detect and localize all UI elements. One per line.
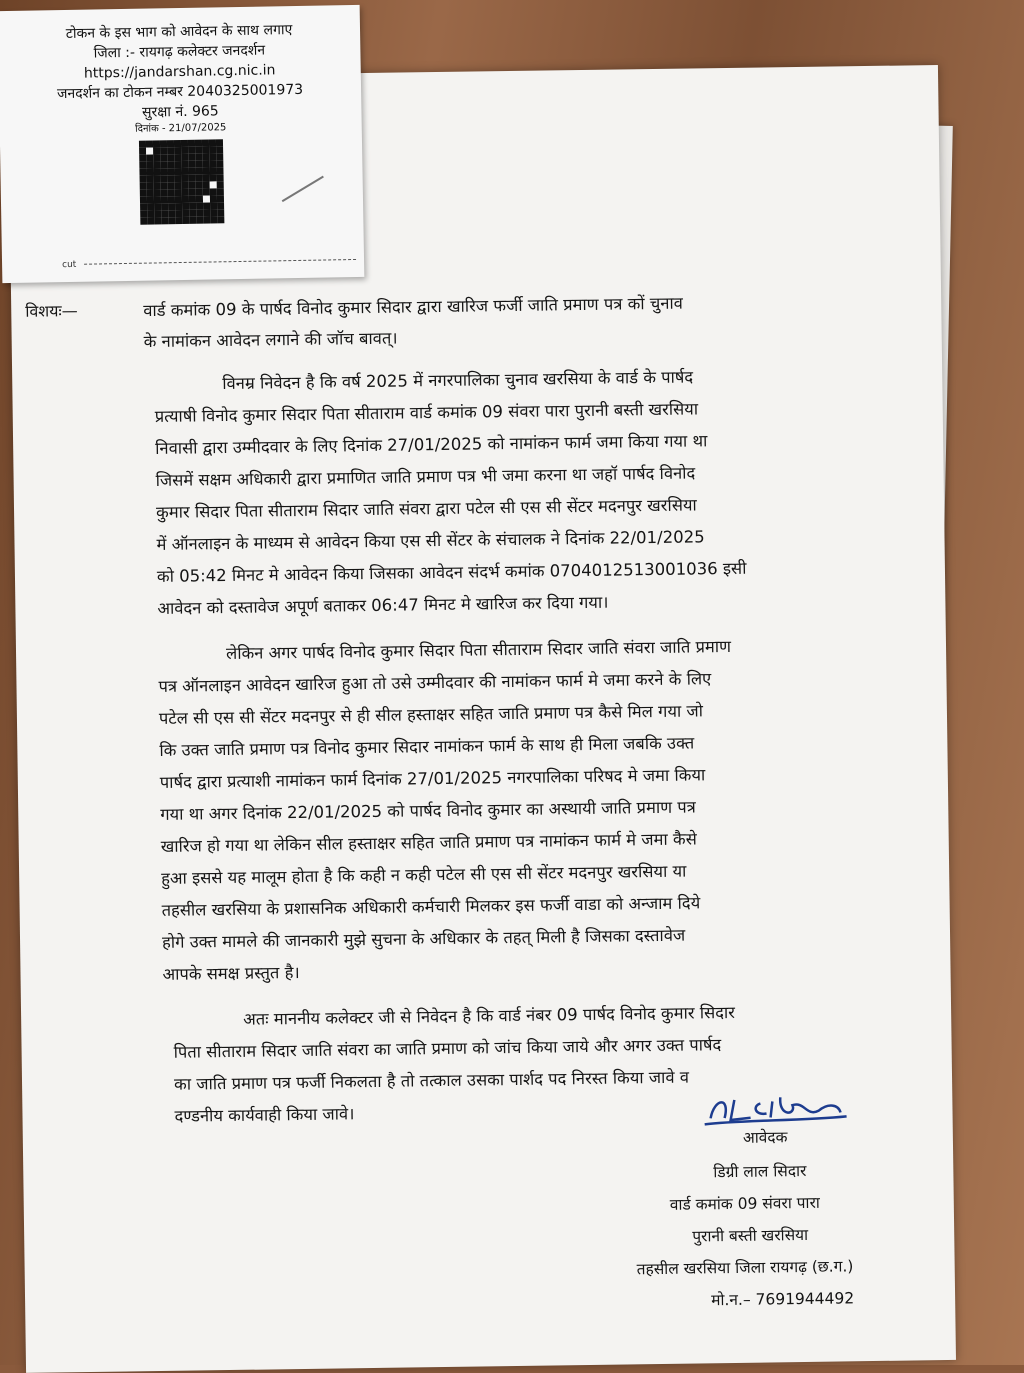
para3-line: पिता सीताराम सिदार जाति संवरा का जाति प्रमाण को जांच किया जाये और अगर उक्त पार्षद	[173, 1035, 722, 1062]
subject-line: के नामांकन आवेदन लगाने की जॉच बावत्।	[143, 328, 398, 352]
token-number: जनदर्शन का टोकन नम्बर 2040325001973	[56, 81, 304, 103]
para1-line: कुमार सिदार पिता सीताराम सिदार जाति संवरा द्वारा पटेल सी एस सी सेंटर मदनपुर खरसिया	[155, 495, 697, 522]
jandarshan-token-slip	[0, 5, 364, 283]
para2-line: होगे उक्त मामले की जानकारी मुझे सुचना के अधिकार के तहत् मिली है जिसका दस्तावेज	[161, 925, 686, 952]
para3-line: का जाति प्रमाण पत्र फर्जी निकलता है तो तत्काल उसका पार्शद पद निरस्त किया जावे व	[173, 1067, 690, 1094]
para1-line: को 05:42 मिनट मे आवेदन किया जिसका आवेदन संदर्भ कमांक 0704012513001036 इसी	[156, 558, 747, 586]
para2-line: खारिज हो गया था लेकिन सील हस्ताक्षर सहित जाति प्रमाण पत्र नामांकन फार्म मे जमा कैसे	[160, 829, 697, 856]
para3-line: दण्डनीय कार्यवाही किया जावे।	[174, 1104, 355, 1126]
token-security-number: सुरक्षा नं. 965	[141, 103, 219, 121]
handwritten-signature	[700, 1086, 851, 1128]
subject-label: विशयः—	[25, 301, 78, 321]
applicant-mobile: मो.न.– 7691944492	[711, 1289, 855, 1310]
para1-line: आवेदन को दस्तावेज अपूर्ण बताकर 06:47 मिनट मे खारिज कर दिया गया।	[157, 592, 609, 618]
cut-label: cut	[62, 259, 77, 271]
qr-code-icon	[139, 139, 224, 224]
subject-line: वार्ड कमांक 09 के पार्षद विनोद कुमार सिदार द्वारा खारिज फर्जी जाति प्रमाण पत्र कों चुनाव	[143, 293, 684, 321]
staple-pin	[282, 176, 324, 202]
para2-line: पार्षद द्वारा प्रत्याशी नामांकन फार्म दिनांक 27/01/2025 नगरपालिका परिषद मे जमा किया	[159, 765, 706, 792]
para2-line: तहसील खरसिया के प्रशासनिक अधिकारी कर्मचारी मिलकर इस फर्जी वाडा को अन्जाम दिये	[161, 893, 701, 920]
cut-line	[84, 259, 356, 265]
token-date: दिनांक - 21/07/2025	[134, 122, 227, 135]
para1-line: निवासी द्वारा उम्मीदवार के लिए दिनांक 27/01/2025 को नामांकन फार्म जमा किया गया था	[155, 431, 708, 458]
token-line: टोकन के इस भाग को आवेदन के साथ लगाए	[65, 22, 293, 42]
applicant-address-line: पुरानी बस्ती खरसिया	[692, 1225, 809, 1246]
token-line: जिला :- रायगढ़ कलेक्टर जनदर्शन	[93, 42, 266, 62]
para2-line: आपके समक्ष प्रस्तुत है।	[162, 963, 300, 984]
para2-line: पत्र ऑनलाइन आवेदन खारिज हुआ तो उसे उम्मीदवार की नामांकन फार्म मे जमा करने के लिए	[158, 669, 712, 696]
para2-line: हुआ इससे यह मालूम होता है कि कही न कही पटेल सी एस सी सेंटर मदनपुर खरसिया या	[161, 861, 687, 888]
signature-role: आवेदक	[742, 1128, 788, 1147]
para1-line: जिसमें सक्षम अधिकारी द्वारा प्रमाणित जाति प्रमाण पत्र भी जमा करना था जहॉ पार्षद विनोद	[155, 463, 696, 490]
applicant-address-line: वार्ड कमांक 09 संवरा पारा	[669, 1193, 820, 1214]
para2-line: लेकिन अगर पार्षद विनोद कुमार सिदार पिता सीताराम सिदार जाति संवरा जाति प्रमाण	[225, 636, 732, 664]
para1-line: विनम्र निवेदन है कि वर्ष 2025 में नगरपालिका चुनाव खरसिया के वार्ड के पार्षद	[222, 367, 694, 394]
para2-line: कि उक्त जाति प्रमाण पत्र विनोद कुमार सिदार नामांकन फार्म के साथ ही मिला जबकि उक्त	[159, 733, 695, 760]
token-url: https://jandarshan.cg.nic.in	[83, 62, 276, 82]
applicant-address-line: तहसील खरसिया जिला रायगढ़ (छ.ग.)	[636, 1257, 854, 1279]
para1-line: में ऑनलाइन के माध्यम से आवेदन किया एस सी सेंटर के संचालक ने दिनांक 22/01/2025	[156, 527, 705, 554]
para2-line: गया था अगर दिनांक 22/01/2025 को पार्षद विनोद कुमार का अस्थायी जाति प्रमाण पत्र	[160, 797, 696, 824]
para1-line: प्रत्याषी विनोद कुमार सिदार पिता सीताराम वार्ड कमांक 09 संवरा पारा पुरानी बस्ती खरसिया	[154, 399, 699, 426]
para2-line: पटेल सी एस सी सेंटर मदनपुर से ही सील हस्ताक्षर सहित जाति प्रमाण पत्र कैसे मिल गया जो	[158, 701, 704, 728]
applicant-name: डिग्री लाल सिदार	[713, 1161, 807, 1182]
para3-line: अतः माननीय कलेक्टर जी से निवेदन है कि वार्ड नंबर 09 पार्षद विनोद कुमार सिदार	[243, 1002, 736, 1029]
